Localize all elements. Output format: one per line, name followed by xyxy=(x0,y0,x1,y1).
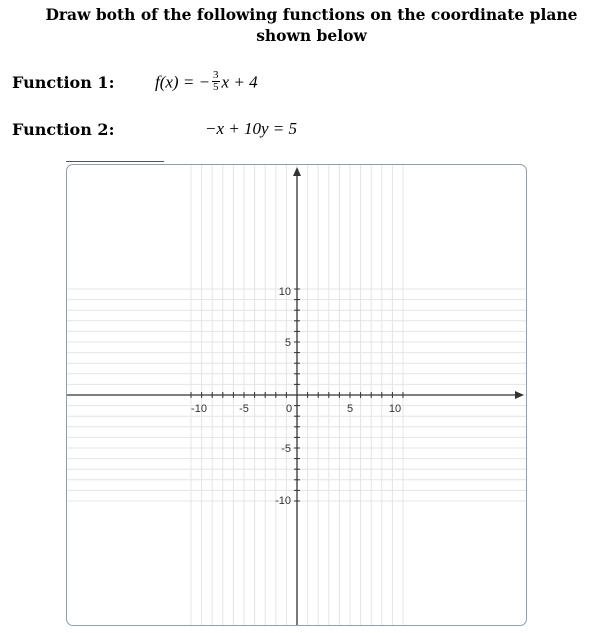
x-tick-label: 0 xyxy=(285,403,293,415)
function-1-label: Function 1: xyxy=(12,73,115,92)
y-tick-label: -5 xyxy=(281,443,291,455)
function-2-equation: −x + 10y = 5 xyxy=(205,119,298,138)
y-tick-label: 10 xyxy=(278,286,291,298)
instructions-line-1: Draw both of the following functions on the coordinate plane xyxy=(45,5,578,24)
function-1-fraction xyxy=(212,70,220,93)
function-1-rhs: x + 4 xyxy=(221,72,258,92)
x-tick-label: -5 xyxy=(239,403,249,415)
divider-line xyxy=(66,161,164,162)
x-axis-arrow-icon xyxy=(515,391,524,399)
function-1-lhs: f(x) = − xyxy=(155,72,211,92)
x-tick-label: 10 xyxy=(388,403,402,415)
x-tick-label: 5 xyxy=(346,403,354,415)
coordinate-plane[interactable] xyxy=(66,164,527,626)
instructions xyxy=(22,4,601,46)
function-2-label: Function 2: xyxy=(12,120,115,139)
y-axis-arrow-icon xyxy=(293,167,301,176)
function-2-expression xyxy=(205,119,297,139)
y-tick-label: -10 xyxy=(275,495,291,507)
coordinate-plane-canvas[interactable] xyxy=(67,165,526,625)
y-tick-label: 5 xyxy=(284,337,291,349)
fraction-numerator: 3 xyxy=(213,69,219,81)
x-tick-label: -10 xyxy=(191,403,207,415)
instructions-line-2: shown below xyxy=(256,26,367,45)
function-1-expression xyxy=(155,69,258,95)
fraction-denominator: 5 xyxy=(213,81,219,93)
